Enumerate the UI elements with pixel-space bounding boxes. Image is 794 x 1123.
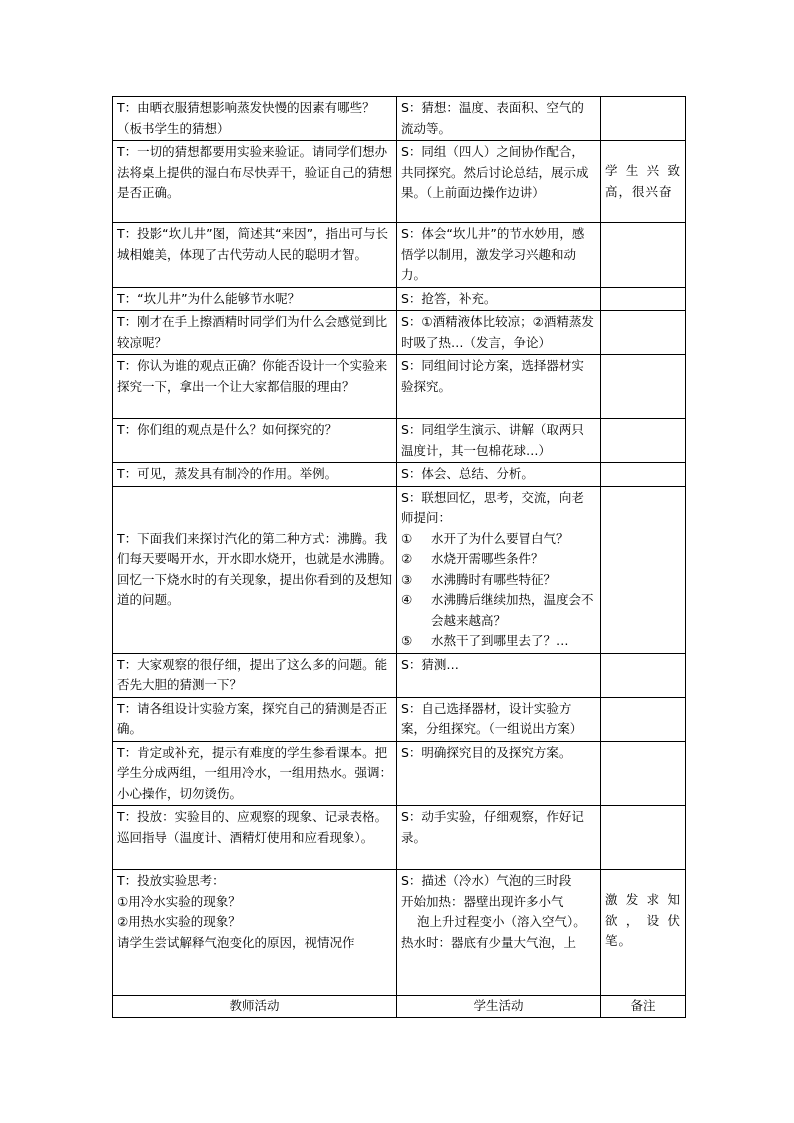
question-number: ②	[401, 551, 413, 566]
note-cell	[601, 463, 686, 487]
question-item	[401, 590, 596, 631]
teacher-activity-cell: T：你们组的观点是什么？如何探究的？	[113, 419, 397, 463]
note-cell	[601, 355, 686, 419]
student-activity-cell: S：同组（四人）之间协作配合，共同探究。然后讨论总结，展示成果。（上前面边操作边讲）	[397, 141, 601, 223]
question-text: 水开了为什么要冒白气？	[431, 530, 569, 546]
note-cell	[601, 653, 686, 697]
teacher-activity-cell: T：由晒衣服猜想影响蒸发快慢的因素有哪些？（板书学生的猜想）	[113, 97, 397, 141]
teacher-activity-cell: T：肯定或补充，提示有难度的学生参看课本。把学生分成两组，一组用冷水，一组用热水。强调：小心操作，切勿烫伤。	[113, 741, 397, 806]
table-row	[113, 486, 686, 653]
student-activity-cell: S：①酒精液体比较凉；②酒精蒸发时吸了热…（发言，争论）	[397, 311, 601, 355]
teacher-activity-header: 教师活动	[113, 996, 397, 1018]
lesson-plan-table	[112, 96, 686, 1018]
note-cell	[601, 741, 686, 806]
table-row	[113, 141, 686, 223]
student-activity-cell: S：同组间讨论方案，选择器材实验探究。	[397, 355, 601, 419]
student-activity-cell: S：抢答，补充。	[397, 287, 601, 311]
note-cell	[601, 287, 686, 311]
student-activity-cell: S：自己选择器材，设计实验方案，分组探究。（一组说出方案）	[397, 697, 601, 741]
table-row	[113, 806, 686, 870]
note-cell	[601, 419, 686, 463]
student-line: 热水时：器底有少量大气泡，上	[401, 934, 577, 950]
student-activity-cell: S：体会、总结、分析。	[397, 463, 601, 487]
table-row	[113, 355, 686, 419]
question-text: 水沸腾时有哪些特征？	[431, 571, 557, 587]
note-cell	[601, 311, 686, 355]
table-row	[113, 311, 686, 355]
teacher-activity-cell: T：刚才在手上擦酒精时同学们为什么会感觉到比较凉呢？	[113, 311, 397, 355]
table-row	[113, 223, 686, 288]
question-item	[401, 529, 596, 550]
question-text: 水熬干了到哪里去了？…	[431, 633, 569, 648]
note-cell	[601, 97, 686, 141]
note-cell: 激发求知欲，设伏笔。	[601, 870, 686, 996]
teacher-activity-cell: T：一切的猜想都要用实验来验证。请同学们想办法将桌上提供的湿白布尽快弄干，验证自己的猜想是否正确。	[113, 141, 397, 223]
teacher-activity-cell: T：你认为谁的观点正确？你能否设计一个实验来探究一下，拿出一个让大家都信服的理由？	[113, 355, 397, 419]
student-intro: S：联想回忆，思考，交流，向老师提问：	[401, 489, 584, 525]
student-activity-cell: S：明确探究目的及探究方案。	[397, 741, 601, 806]
table-row	[113, 463, 686, 487]
student-line: S：描述（冷水）气泡的三时段	[401, 873, 572, 888]
table-row	[113, 741, 686, 806]
question-number: ③	[401, 571, 413, 587]
teacher-activity-cell	[113, 870, 397, 996]
question-item	[401, 570, 596, 591]
teacher-activity-cell: T：可见，蒸发具有制冷的作用。举例。	[113, 463, 397, 487]
student-activity-header: 学生活动	[397, 996, 601, 1018]
note-cell	[601, 697, 686, 741]
question-text: 水烧开需哪些条件？	[431, 551, 544, 566]
question-number: ④	[401, 592, 413, 607]
teacher-activity-cell: T：投影“坎儿井”图，简述其“来因”，指出可与长城相媲美，体现了古代劳动人民的聪明才智。	[113, 223, 397, 288]
teacher-activity-cell: T：“坎儿井”为什么能够节水呢？	[113, 287, 397, 311]
question-number: ⑤	[401, 633, 413, 648]
teacher-line: ②用热水实验的现象？	[117, 914, 241, 929]
question-text: 水沸腾后继续加热，温度会不会越来越高？	[431, 592, 594, 628]
teacher-activity-cell: T：大家观察的很仔细，提出了这么多的问题。能否先大胆的猜测一下？	[113, 653, 397, 697]
teacher-line: T：投放实验思考：	[117, 873, 225, 888]
table-row	[113, 97, 686, 141]
question-number: ①	[401, 530, 413, 546]
question-item	[401, 631, 596, 652]
table-row	[113, 697, 686, 741]
note-cell	[601, 486, 686, 653]
student-activity-cell: S：猜想：温度、表面积、空气的流动等。	[397, 97, 601, 141]
table-row	[113, 870, 686, 996]
teacher-activity-cell: T：请各组设计实验方案，探究自己的猜测是否正确。	[113, 697, 397, 741]
teacher-activity-cell: T：下面我们来探讨汽化的第二种方式：沸腾。我们每天要喝开水，开水即水烧开，也就是水沸腾。回忆一下烧水时的有关现象，提出你看到的及想知道的问题。	[113, 486, 397, 653]
note-header: 备注	[601, 996, 686, 1018]
teacher-activity-cell: T：投放：实验目的、应观察的现象、记录表格。巡回指导（温度计、酒精灯使用和应看现象）。	[113, 806, 397, 870]
student-activity-cell: S：动手实验，仔细观察，作好记录。	[397, 806, 601, 870]
student-activity-cell: S：体会“坎儿井”的节水妙用，感悟学以制用，激发学习兴趣和动力。	[397, 223, 601, 288]
note-cell: 学生兴致高，很兴奋	[601, 141, 686, 223]
table-row	[113, 287, 686, 311]
student-line: 泡上升过程变小（溶入空气）。	[417, 914, 586, 929]
note-cell	[601, 223, 686, 288]
table-row	[113, 653, 686, 697]
table-row	[113, 419, 686, 463]
student-activity-cell	[397, 870, 601, 996]
note-cell	[601, 806, 686, 870]
student-line: 开始加热：器壁出现许多小气	[401, 893, 564, 909]
teacher-line: ①用冷水实验的现象？	[117, 893, 241, 909]
student-activity-cell: S：同组学生演示、讲解（取两只温度计，其一包棉花球…）	[397, 419, 601, 463]
question-item	[401, 549, 596, 570]
student-activity-cell: S：猜测…	[397, 653, 601, 697]
table-footer-row	[113, 996, 686, 1018]
student-activity-cell	[397, 486, 601, 653]
teacher-line: 请学生尝试解释气泡变化的原因，视情况作	[117, 934, 355, 950]
